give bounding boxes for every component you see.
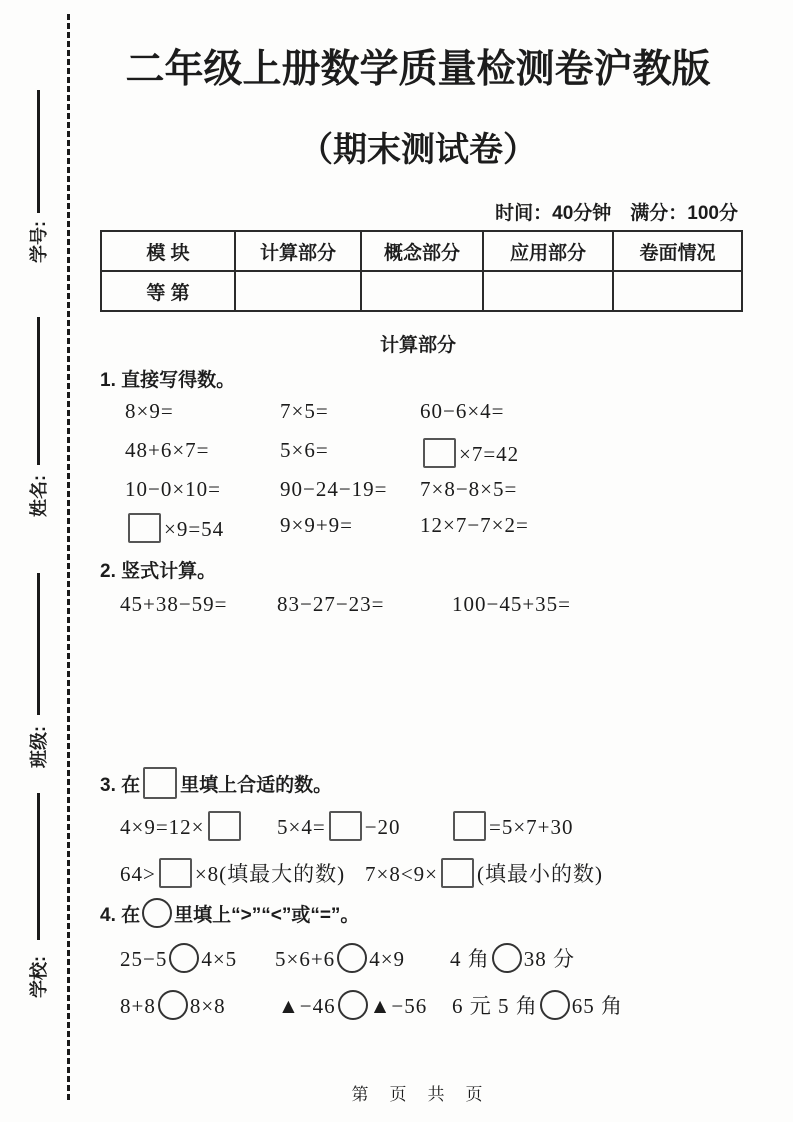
expression: 64> ×8(填最大的数) xyxy=(120,858,345,888)
margin-blank-line xyxy=(37,573,40,715)
score-table xyxy=(100,230,743,312)
question-1-label: 1. 直接写得数。 xyxy=(100,370,236,391)
q2-row-1 xyxy=(120,592,760,626)
expression: 7×8<9× (填最小的数) xyxy=(365,858,603,888)
expression: 4 角 38 分 xyxy=(450,943,575,973)
answer-box xyxy=(159,858,192,888)
section-title: 计算部分 xyxy=(379,335,456,356)
page-footer: 第 页 共 页 xyxy=(351,1085,485,1104)
expression: 90−24−19= xyxy=(280,477,388,501)
question-4-label: 4. 在 里填上“>”“<”或“=”。 xyxy=(100,898,359,928)
comparison-circle xyxy=(142,898,172,928)
comparison-circle xyxy=(337,943,367,973)
expression: 10−0×10= xyxy=(125,477,222,501)
answer-box xyxy=(208,811,241,841)
expression: 48+6×7= xyxy=(125,438,210,462)
q4-row-2 xyxy=(120,990,760,1024)
binding-dashed-line xyxy=(67,14,70,1100)
expression: 83−27−23= xyxy=(277,592,385,616)
q1-row-3 xyxy=(125,477,745,511)
comparison-circle xyxy=(338,990,368,1020)
question-2-label: 2. 竖式计算。 xyxy=(100,561,217,582)
comparison-circle xyxy=(492,943,522,973)
answer-box xyxy=(329,811,362,841)
score-table-header-row xyxy=(101,231,742,271)
table-header-application: 应用部分 xyxy=(483,231,613,271)
q3-row-2 xyxy=(120,858,760,892)
expression: 7×5= xyxy=(280,399,329,423)
q1-row-2 xyxy=(125,438,745,472)
expression: 5×6= xyxy=(280,438,329,462)
expression: 45+38−59= xyxy=(120,592,228,616)
score-table-grade-row xyxy=(101,271,742,311)
expression: 100−45+35= xyxy=(452,592,572,616)
table-header-calculation: 计算部分 xyxy=(235,231,361,271)
time-score-info: 时间：40分钟 满分：100分 xyxy=(495,203,738,224)
table-grade-cell xyxy=(483,271,613,311)
q1-row-1 xyxy=(125,399,745,433)
q1-row-4 xyxy=(125,513,745,547)
answer-box xyxy=(128,513,161,543)
page-title: 二年级上册数学质量检测卷沪教版 xyxy=(125,48,711,91)
expression: 12×7−7×2= xyxy=(420,513,529,537)
margin-blank-line xyxy=(37,317,40,465)
expression: 4×9=12× xyxy=(120,811,244,841)
expression: 9×9+9= xyxy=(280,513,354,537)
expression: 25−5 4×5 xyxy=(120,943,237,973)
table-grade-cell xyxy=(235,271,361,311)
comparison-circle xyxy=(169,943,199,973)
answer-box xyxy=(441,858,474,888)
school-label: 学校: xyxy=(29,956,49,998)
table-header-concept: 概念部分 xyxy=(361,231,483,271)
margin-blank-line xyxy=(37,793,40,940)
expression: ×7=42 xyxy=(420,438,519,468)
expression: ▲−46 ▲−56 xyxy=(278,990,427,1020)
answer-box xyxy=(143,767,177,799)
table-grade-label: 等 第 xyxy=(101,271,235,311)
q3-row-1 xyxy=(120,811,760,845)
answer-box xyxy=(423,438,456,468)
answer-box xyxy=(453,811,486,841)
expression: 60−6×4= xyxy=(420,399,505,423)
page-subtitle: （期末测试卷） xyxy=(299,131,537,169)
expression: 6 元 5 角 65 角 xyxy=(452,990,623,1020)
expression: 8+8 8×8 xyxy=(120,990,226,1020)
class-label: 班级: xyxy=(29,726,49,768)
expression: 7×8−8×5= xyxy=(420,477,518,501)
comparison-circle xyxy=(158,990,188,1020)
margin-blank-line xyxy=(37,90,40,213)
student-number-label: 学号: xyxy=(29,221,49,263)
expression: =5×7+30 xyxy=(450,811,574,841)
expression: 5×4= −20 xyxy=(277,811,401,841)
table-header-neatness: 卷面情况 xyxy=(613,231,742,271)
expression: 8×9= xyxy=(125,399,174,423)
table-header-module: 模 块 xyxy=(101,231,235,271)
question-3-label: 3. 在 里填上合适的数。 xyxy=(100,767,332,799)
student-name-label: 姓名: xyxy=(29,475,49,517)
expression: ×9=54 xyxy=(125,513,224,543)
comparison-circle xyxy=(540,990,570,1020)
table-grade-cell xyxy=(613,271,742,311)
q4-row-1 xyxy=(120,943,760,977)
table-grade-cell xyxy=(361,271,483,311)
expression: 5×6+6 4×9 xyxy=(275,943,405,973)
